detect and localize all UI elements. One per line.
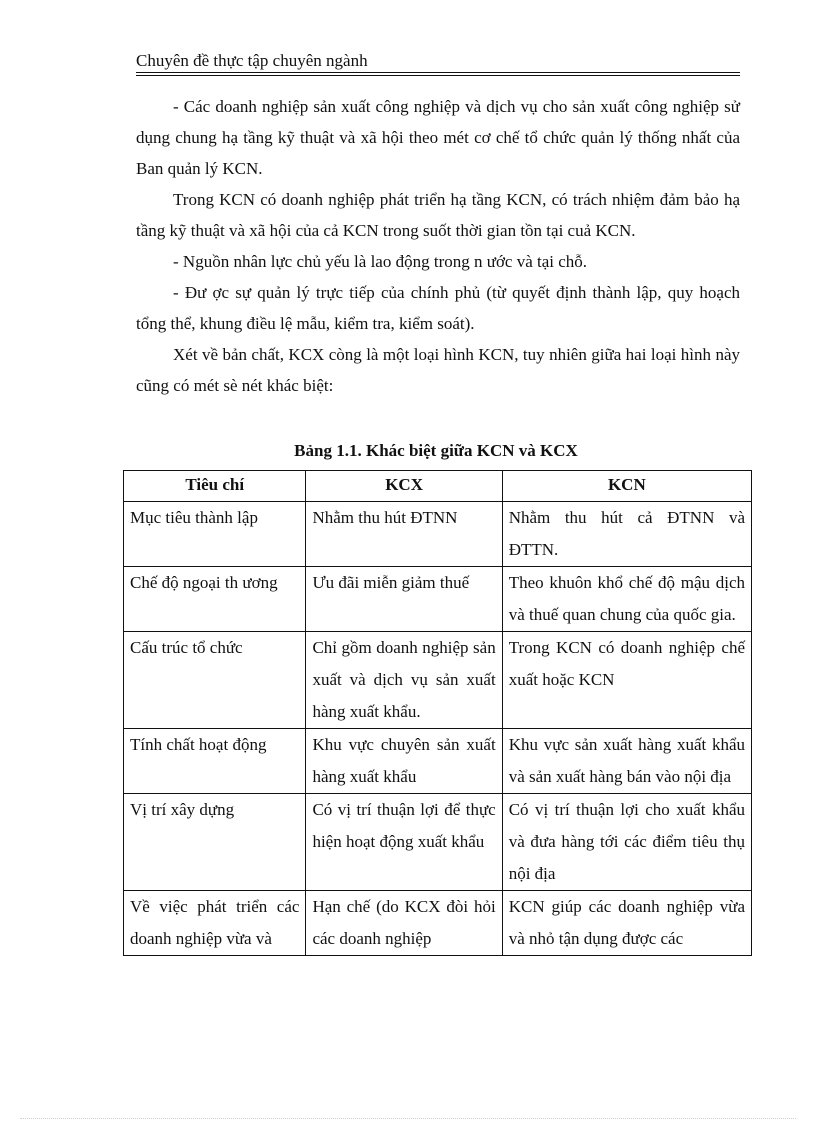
table-cell-kcn: Theo khuôn khổ chế độ mậu dịch và thuế quan chung của quốc gia. [502,567,751,632]
table-cell-kcx: Khu vực chuyên sản xuất hàng xuất khẩu [306,729,502,794]
column-header-criteria: Tiêu chí [124,471,306,502]
table-cell-criteria: Vị trí xây dựng [124,794,306,891]
column-header-kcx: KCX [306,471,502,502]
header-rule-top [136,72,740,73]
table-cell-kcn: Trong KCN có doanh nghiệp chế xuất hoặc KCN [502,632,751,729]
table-cell-kcx: Chỉ gồm doanh nghiệp sản xuất và dịch vụ sản xuất hàng xuất khẩu. [306,632,502,729]
paragraph: - Nguồn nhân lực chủ yếu là lao động trong n ước và tại chỗ. [173,252,588,271]
table-cell-kcx: Ưu đãi miễn giảm thuế [306,567,502,632]
table-row [124,729,752,794]
table-cell-criteria: Chế độ ngoại th ương [124,567,306,632]
page-bottom-divider [20,1118,796,1119]
table-row [124,794,752,891]
table-cell-kcn: Nhằm thu hút cả ĐTNN và ĐTTN. [502,502,751,567]
table-cell-kcn: KCN giúp các doanh nghiệp vừa và nhỏ tận dụng được các [502,891,751,956]
table-cell-kcx: Hạn chế (do KCX đòi hỏi các doanh nghiệp [306,891,502,956]
table-row [124,567,752,632]
table-cell-kcn: Khu vực sản xuất hàng xuất khẩu và sản xuất hàng bán vào nội địa [502,729,751,794]
comparison-table [123,470,752,956]
page-header-title: Chuyên đề thực tập chuyên ngành [136,51,368,70]
column-header-kcn: KCN [502,471,751,502]
table-row [124,502,752,567]
table-cell-kcx: Nhằm thu hút ĐTNN [306,502,502,567]
header-rule-bottom [136,75,740,76]
paragraph: - Đư ợc sự quản lý trực tiếp của chính phủ (từ quyết định thành lập, quy hoạch tổng thể, khung điều lệ mẫu, kiểm tra, kiểm soát). [136,283,740,333]
table-cell-kcn: Có vị trí thuận lợi cho xuất khẩu và đưa hàng tới các điểm tiêu thụ nội địa [502,794,751,891]
table-caption: Bảng 1.1. Khác biệt giữa KCN và KCX [294,441,578,460]
body-text [136,91,740,401]
table-cell-criteria: Tính chất hoạt động [124,729,306,794]
paragraph: Xét về bản chất, KCX còng là một loại hình KCN, tuy nhiên giữa hai loại hình này cũng có mét sè nét khác biệt: [136,345,740,395]
table-row [124,632,752,729]
paragraph: Trong KCN có doanh nghiệp phát triển hạ tầng KCN, có trách nhiệm đảm bảo hạ tầng kỹ thuật và xã hội của cả KCN trong suốt thời gian tồn tại cuả KCN. [136,190,740,240]
paragraph: - Các doanh nghiệp sản xuất công nghiệp và dịch vụ cho sản xuất công nghiệp sử dụng chung hạ tầng kỹ thuật và xã hội theo mét cơ chế tổ chức quản lý thống nhất của Ban quản lý KCN. [136,97,740,178]
table-cell-criteria: Về việc phát triển các doanh nghiệp vừa và [124,891,306,956]
table-header-row [124,471,752,502]
table-row [124,891,752,956]
table-cell-criteria: Mục tiêu thành lập [124,502,306,567]
table-cell-criteria: Cấu trúc tổ chức [124,632,306,729]
table-cell-kcx: Có vị trí thuận lợi để thực hiện hoạt động xuất khẩu [306,794,502,891]
